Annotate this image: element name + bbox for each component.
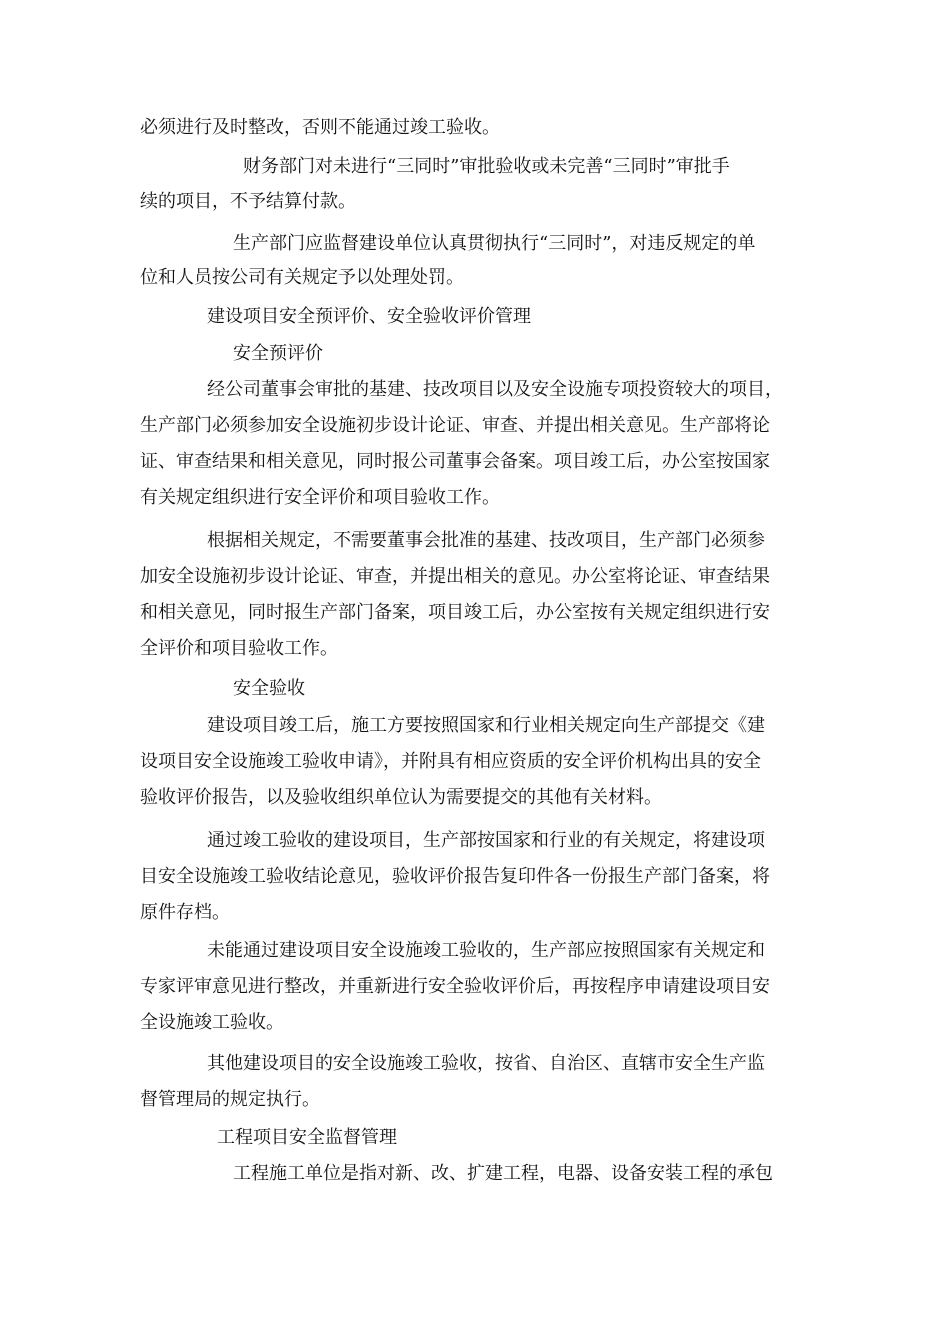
text-line: 证、审查结果和相关意见，同时报公司董事会备案。项目竣工后，办公室按国家 bbox=[140, 451, 770, 472]
section-heading: 建设项目安全预评价、安全验收评价管理 bbox=[207, 306, 531, 327]
text-line: 财务部门对未进行“三同时”审批验收或未完善“三同时”审批手 bbox=[243, 156, 730, 177]
text-line: 位和人员按公司有关规定予以处理处罚。 bbox=[140, 267, 464, 288]
text-line: 续的项目，不予结算付款。 bbox=[140, 191, 356, 212]
text-line: 必须进行及时整改，否则不能通过竣工验收。 bbox=[140, 117, 500, 138]
text-line: 设项目安全设施竣工验收申请》，并附具有相应资质的安全评价机构出具的安全 bbox=[140, 751, 761, 772]
text-line: 和相关意见，同时报生产部门备案，项目竣工后，办公室按有关规定组织进行安 bbox=[140, 602, 770, 623]
text-line: 生产部门应监督建设单位认真贯彻执行“三同时”，对违反规定的单 bbox=[233, 233, 756, 254]
subsection-heading: 安全预评价 bbox=[233, 343, 323, 364]
text-line: 督管理局的规定执行。 bbox=[140, 1089, 320, 1110]
text-line: 通过竣工验收的建设项目，生产部按国家和行业的有关规定，将建设项 bbox=[207, 830, 765, 851]
text-line: 未能通过建设项目安全设施竣工验收的，生产部应按照国家有关规定和 bbox=[207, 940, 765, 961]
text-line: 全设施竣工验收。 bbox=[140, 1012, 284, 1033]
text-line: 目安全设施竣工验收结论意见，验收评价报告复印件各一份报生产部门备案，将 bbox=[140, 866, 770, 887]
text-line: 生产部门必须参加安全设施初步设计论证、审查、并提出相关意见。生产部将论 bbox=[140, 415, 770, 436]
text-line: 其他建设项目的安全设施竣工验收，按省、自治区、直辖市安全生产监 bbox=[207, 1053, 765, 1074]
text-line: 经公司董事会审批的基建、技改项目以及安全设施专项投资较大的项目， bbox=[207, 379, 783, 400]
text-line: 建设项目竣工后，施工方要按照国家和行业相关规定向生产部提交《建 bbox=[207, 715, 765, 736]
text-line: 验收评价报告，以及验收组织单位认为需要提交的其他有关材料。 bbox=[140, 787, 662, 808]
text-line: 工程施工单位是指对新、改、扩建工程，电器、设备安装工程的承包 bbox=[233, 1163, 773, 1184]
text-line: 专家评审意见进行整改，并重新进行安全验收评价后，再按程序申请建设项目安 bbox=[140, 976, 770, 997]
text-line: 根据相关规定，不需要董事会批准的基建、技改项目，生产部门必须参 bbox=[207, 530, 765, 551]
section-heading: 工程项目安全监督管理 bbox=[217, 1127, 397, 1148]
text-line: 原件存档。 bbox=[140, 902, 230, 923]
text-line: 加安全设施初步设计论证、审查，并提出相关的意见。办公室将论证、审查结果 bbox=[140, 566, 770, 587]
subsection-heading: 安全验收 bbox=[233, 678, 305, 699]
text-line: 全评价和项目验收工作。 bbox=[140, 638, 338, 659]
text-line: 有关规定组织进行安全评价和项目验收工作。 bbox=[140, 487, 500, 508]
